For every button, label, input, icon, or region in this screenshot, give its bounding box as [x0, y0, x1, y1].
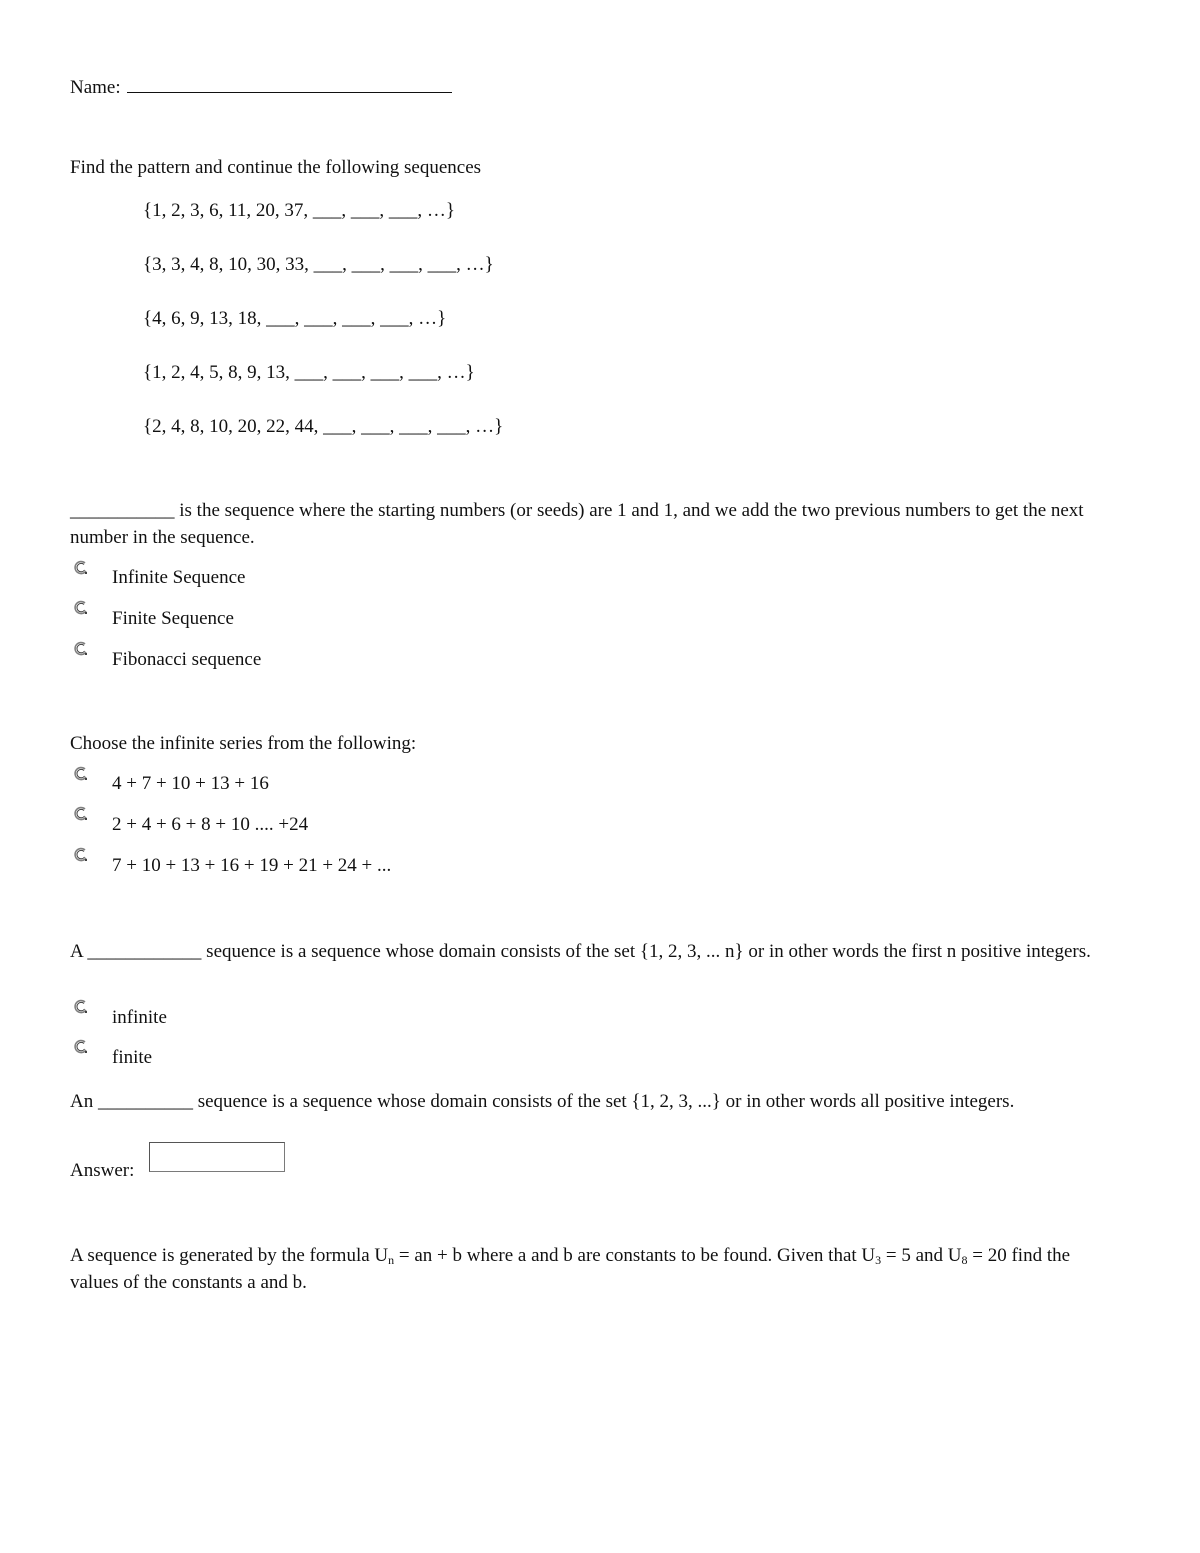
- q3-option-2: 2 + 4 + 6 + 8 + 10 .... +24: [112, 814, 309, 835]
- q6-subscript-3: 3: [875, 1253, 882, 1267]
- q6-text-2: = an + b where a and b are constants to be found. Given that U: [394, 1245, 876, 1266]
- q6-text-1: A sequence is generated by the formula U: [70, 1245, 389, 1266]
- sequence-3: {4, 6, 9, 13, 18, ___, ___, ___, ___, …}: [143, 308, 447, 329]
- q2-radio-3[interactable]: [73, 641, 88, 656]
- q3-radio-1[interactable]: [73, 766, 88, 781]
- q4-prompt: A ____________ sequence is a sequence whose domain consists of the set {1, 2, 3, ... n} or in other words the first n positive integers.: [70, 941, 1091, 962]
- answer-label: Answer:: [70, 1160, 135, 1181]
- q3-radio-3[interactable]: [73, 847, 88, 862]
- q3-radio-2[interactable]: [73, 806, 88, 821]
- q2-radio-2[interactable]: [73, 600, 88, 615]
- q3-option-1: 4 + 7 + 10 + 13 + 16: [112, 773, 269, 794]
- q6-text-4: = 20 find the values of the constants a and b.: [70, 1245, 1071, 1293]
- name-row: [70, 73, 452, 99]
- sequence-2: {3, 3, 4, 8, 10, 30, 33, ___, ___, ___, ___, …}: [143, 254, 494, 275]
- q2-prompt: ___________ is the sequence where the starting numbers (or seeds) are 1 and 1, and we add the two previous numbers to get the next number in the sequence.: [70, 500, 1084, 548]
- q5-prompt: An __________ sequence is a sequence whose domain consists of the set {1, 2, 3, ...} or in other words all positive integers.: [70, 1091, 1015, 1112]
- q6-prompt: [70, 1242, 1120, 1296]
- q4-radio-1[interactable]: [73, 999, 88, 1014]
- sequence-5: {2, 4, 8, 10, 20, 22, 44, ___, ___, ___, ___, …}: [143, 416, 504, 437]
- q6-text-3: = 5 and U: [881, 1245, 962, 1266]
- q3-prompt: Choose the infinite series from the following:: [70, 733, 417, 754]
- q4-option-2: finite: [112, 1047, 153, 1068]
- q2-radio-1[interactable]: [73, 560, 88, 575]
- q1-prompt: Find the pattern and continue the following sequences: [70, 157, 482, 178]
- name-blank-line[interactable]: [127, 73, 452, 93]
- name-label: Name:: [70, 77, 121, 98]
- sequence-4: {1, 2, 4, 5, 8, 9, 13, ___, ___, ___, ___, …}: [143, 362, 475, 383]
- q2-option-1: Infinite Sequence: [112, 567, 246, 588]
- q6-subscript-8: 8: [961, 1253, 968, 1267]
- q4-radio-2[interactable]: [73, 1039, 88, 1054]
- answer-input[interactable]: [149, 1142, 285, 1172]
- q3-option-3: 7 + 10 + 13 + 16 + 19 + 21 + 24 + ...: [112, 855, 392, 876]
- sequence-1: {1, 2, 3, 6, 11, 20, 37, ___, ___, ___, …}: [143, 200, 456, 221]
- q2-option-2: Finite Sequence: [112, 608, 234, 629]
- q2-option-3: Fibonacci sequence: [112, 649, 262, 670]
- q4-option-1: infinite: [112, 1007, 167, 1028]
- q6-subscript-n: n: [388, 1253, 395, 1267]
